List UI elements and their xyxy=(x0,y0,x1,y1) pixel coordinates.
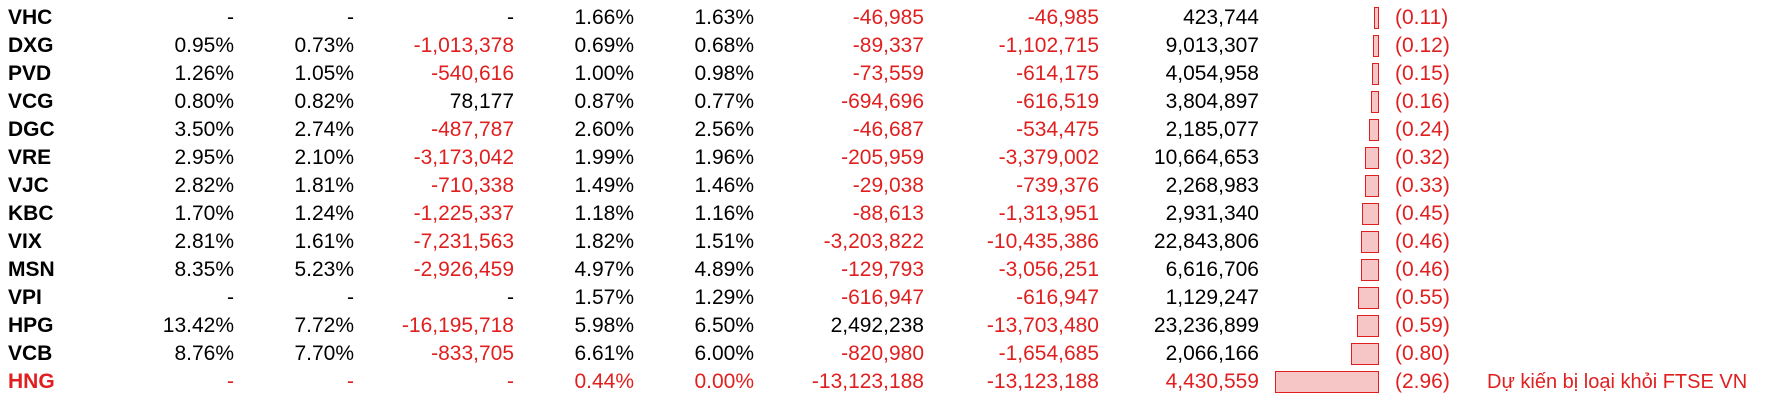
cell-change-shares[interactable]: -3,173,042 xyxy=(413,146,514,169)
cell-change-shares[interactable]: - xyxy=(507,370,514,393)
databar-track xyxy=(1275,33,1379,59)
cell-databar[interactable] xyxy=(1267,368,1387,396)
cell-note[interactable] xyxy=(1479,116,1776,144)
cell-flow-2[interactable]: -614,175 xyxy=(1016,62,1099,85)
cell-weight-old[interactable]: 2.81% xyxy=(174,230,234,253)
cell-pct-a[interactable]: 6.61% xyxy=(574,342,634,365)
cell-change-shares[interactable]: -710,338 xyxy=(431,174,514,197)
cell-pct-b[interactable]: 1.63% xyxy=(694,6,754,29)
cell-flow-2[interactable]: -1,102,715 xyxy=(998,34,1099,57)
cell-ticker[interactable]: DGC xyxy=(8,118,55,141)
cell-delta[interactable]: (0.45) xyxy=(1395,202,1450,225)
cell-note[interactable] xyxy=(1479,144,1776,172)
cell-pct-a[interactable]: 4.97% xyxy=(574,258,634,281)
cell-databar[interactable] xyxy=(1267,228,1387,256)
cell-note[interactable] xyxy=(1479,340,1776,368)
databar-fill xyxy=(1369,119,1379,141)
cell-flow-2[interactable]: -739,376 xyxy=(1016,174,1099,197)
cell-delta[interactable]: (0.59) xyxy=(1395,314,1450,337)
cell-note[interactable] xyxy=(1479,88,1776,116)
data-table xyxy=(0,4,1776,396)
cell-weight-old[interactable]: - xyxy=(227,6,234,29)
cell-databar[interactable] xyxy=(1267,200,1387,228)
cell-delta[interactable]: (0.11) xyxy=(1395,6,1449,29)
databar-track xyxy=(1275,341,1379,367)
cell-pct-b[interactable]: 1.29% xyxy=(694,286,754,309)
cell-pct-b[interactable]: 1.16% xyxy=(694,202,754,225)
cell-pct-b[interactable]: 1.46% xyxy=(694,174,754,197)
cell-weight-old[interactable]: 13.42% xyxy=(162,314,234,337)
cell-flow-2[interactable]: -616,519 xyxy=(1016,90,1099,113)
cell-pct-a[interactable]: 1.57% xyxy=(574,286,634,309)
cell-volume[interactable]: 1,129,247 xyxy=(1165,286,1259,309)
cell-flow-2[interactable]: -3,056,251 xyxy=(998,258,1099,281)
cell-delta[interactable]: (0.55) xyxy=(1395,286,1450,309)
cell-change-shares[interactable]: - xyxy=(507,6,514,29)
cell-weight-new[interactable]: - xyxy=(347,6,354,29)
cell-flow-2[interactable]: -1,313,951 xyxy=(998,202,1099,225)
cell-flow-2[interactable]: -3,379,002 xyxy=(998,146,1099,169)
cell-pct-a[interactable]: 5.98% xyxy=(574,314,634,337)
cell-ticker[interactable]: VJC xyxy=(8,174,49,197)
cell-flow-1[interactable]: -46,985 xyxy=(852,6,924,29)
cell-databar[interactable] xyxy=(1267,32,1387,60)
cell-weight-new[interactable]: 5.23% xyxy=(294,258,354,281)
databar-track xyxy=(1275,61,1379,87)
databar-track xyxy=(1275,173,1379,199)
cell-weight-old[interactable]: 1.70% xyxy=(174,202,234,225)
cell-ticker[interactable]: VHC xyxy=(8,6,53,29)
table-row[interactable] xyxy=(0,312,1776,340)
cell-volume[interactable]: 2,268,983 xyxy=(1165,174,1259,197)
cell-note[interactable] xyxy=(1479,284,1776,312)
cell-databar[interactable] xyxy=(1267,116,1387,144)
cell-flow-1[interactable]: -73,559 xyxy=(852,62,924,85)
cell-flow-2[interactable]: -616,947 xyxy=(1016,286,1099,309)
databar-track xyxy=(1275,145,1379,171)
table-row[interactable] xyxy=(0,340,1776,368)
cell-weight-old[interactable]: 8.76% xyxy=(174,342,234,365)
cell-volume[interactable]: 2,185,077 xyxy=(1165,118,1259,141)
cell-weight-old[interactable]: - xyxy=(227,286,234,309)
table-row[interactable] xyxy=(0,228,1776,256)
cell-delta[interactable]: (0.80) xyxy=(1395,342,1450,365)
databar-fill xyxy=(1358,287,1379,309)
table-row[interactable] xyxy=(0,60,1776,88)
table-row[interactable] xyxy=(0,32,1776,60)
cell-note[interactable] xyxy=(1479,32,1776,60)
cell-volume[interactable]: 2,931,340 xyxy=(1165,202,1259,225)
cell-delta[interactable]: (0.15) xyxy=(1395,62,1450,85)
cell-delta[interactable]: (0.16) xyxy=(1395,90,1450,113)
cell-databar[interactable] xyxy=(1267,312,1387,340)
cell-databar[interactable] xyxy=(1267,4,1387,32)
cell-ticker[interactable]: PVD xyxy=(8,62,52,85)
cell-pct-b[interactable]: 0.77% xyxy=(694,90,754,113)
cell-databar[interactable] xyxy=(1267,88,1387,116)
cell-databar[interactable] xyxy=(1267,144,1387,172)
cell-change-shares[interactable]: -2,926,459 xyxy=(413,258,514,281)
cell-databar[interactable] xyxy=(1267,256,1387,284)
databar-track xyxy=(1275,5,1379,31)
cell-flow-1[interactable]: -88,613 xyxy=(852,202,924,225)
cell-change-shares[interactable]: -16,195,718 xyxy=(401,314,514,337)
cell-note[interactable] xyxy=(1479,228,1776,256)
cell-pct-b[interactable]: 0.00% xyxy=(694,370,754,393)
cell-note[interactable] xyxy=(1479,60,1776,88)
databar-track xyxy=(1275,313,1379,339)
databar-fill xyxy=(1275,371,1379,393)
cell-change-shares[interactable]: -487,787 xyxy=(431,118,514,141)
cell-weight-new[interactable]: 1.24% xyxy=(294,202,354,225)
cell-weight-new[interactable]: 2.10% xyxy=(294,146,354,169)
cell-pct-a[interactable]: 1.66% xyxy=(574,6,634,29)
cell-flow-1[interactable]: -205,959 xyxy=(841,146,924,169)
cell-volume[interactable]: 2,066,166 xyxy=(1165,342,1259,365)
databar-fill xyxy=(1374,7,1379,29)
cell-weight-new[interactable]: - xyxy=(347,286,354,309)
cell-pct-a[interactable]: 0.87% xyxy=(574,90,634,113)
cell-ticker[interactable]: VCG xyxy=(8,90,54,113)
cell-pct-a[interactable]: 1.99% xyxy=(574,146,634,169)
cell-weight-new[interactable]: 0.82% xyxy=(294,90,354,113)
cell-pct-b[interactable]: 6.00% xyxy=(694,342,754,365)
cell-flow-1[interactable]: -13,123,188 xyxy=(811,370,924,393)
cell-volume[interactable]: 22,843,806 xyxy=(1153,230,1259,253)
cell-flow-2[interactable]: -1,654,685 xyxy=(998,342,1099,365)
cell-change-shares[interactable]: 78,177 xyxy=(449,90,514,113)
cell-change-shares[interactable]: - xyxy=(507,286,514,309)
table-row[interactable] xyxy=(0,200,1776,228)
databar-fill xyxy=(1361,259,1379,281)
cell-databar[interactable] xyxy=(1267,340,1387,368)
cell-flow-1[interactable]: -3,203,822 xyxy=(823,230,924,253)
cell-delta[interactable]: (0.12) xyxy=(1395,34,1450,57)
cell-change-shares[interactable]: -540,616 xyxy=(431,62,514,85)
cell-weight-new[interactable]: 1.05% xyxy=(294,62,354,85)
cell-ticker[interactable]: MSN xyxy=(8,258,55,281)
cell-weight-old[interactable]: 2.95% xyxy=(174,146,234,169)
databar-track xyxy=(1275,229,1379,255)
cell-databar[interactable] xyxy=(1267,172,1387,200)
cell-delta[interactable]: (0.24) xyxy=(1395,118,1450,141)
cell-weight-old[interactable]: 1.26% xyxy=(174,62,234,85)
databar-fill xyxy=(1361,231,1379,253)
cell-pct-b[interactable]: 0.98% xyxy=(694,62,754,85)
cell-ticker[interactable]: VCB xyxy=(8,342,53,365)
cell-flow-1[interactable]: -89,337 xyxy=(852,34,924,57)
cell-weight-old[interactable]: 2.82% xyxy=(174,174,234,197)
cell-change-shares[interactable]: -833,705 xyxy=(431,342,514,365)
cell-ticker[interactable]: KBC xyxy=(8,202,54,225)
cell-weight-new[interactable]: - xyxy=(347,370,354,393)
databar-track xyxy=(1275,117,1379,143)
cell-ticker[interactable]: VRE xyxy=(8,146,52,169)
cell-weight-new[interactable]: 0.73% xyxy=(294,34,354,57)
cell-flow-1[interactable]: -694,696 xyxy=(841,90,924,113)
cell-pct-b[interactable]: 1.51% xyxy=(694,230,754,253)
cell-note[interactable] xyxy=(1479,312,1776,340)
cell-databar[interactable] xyxy=(1267,284,1387,312)
cell-delta[interactable]: (0.46) xyxy=(1395,258,1450,281)
cell-delta[interactable]: (2.96) xyxy=(1395,370,1450,393)
table-row[interactable] xyxy=(0,88,1776,116)
cell-flow-2[interactable]: -13,123,188 xyxy=(986,370,1099,393)
cell-weight-new[interactable]: 1.61% xyxy=(294,230,354,253)
cell-weight-new[interactable]: 7.72% xyxy=(294,314,354,337)
cell-flow-2[interactable]: -534,475 xyxy=(1016,118,1099,141)
cell-weight-old[interactable]: 0.95% xyxy=(174,34,234,57)
cell-flow-1[interactable]: 2,492,238 xyxy=(830,314,924,337)
cell-weight-new[interactable]: 2.74% xyxy=(294,118,354,141)
cell-flow-1[interactable]: -616,947 xyxy=(841,286,924,309)
cell-volume[interactable]: 3,804,897 xyxy=(1165,90,1259,113)
cell-pct-a[interactable]: 1.82% xyxy=(574,230,634,253)
cell-pct-a[interactable]: 0.69% xyxy=(574,34,634,57)
cell-weight-old[interactable]: 8.35% xyxy=(174,258,234,281)
cell-note[interactable] xyxy=(1479,4,1776,32)
cell-flow-1[interactable]: -46,687 xyxy=(852,118,924,141)
cell-delta[interactable]: (0.33) xyxy=(1395,174,1450,197)
databar-fill xyxy=(1351,343,1379,365)
cell-weight-new[interactable]: 1.81% xyxy=(294,174,354,197)
table-row[interactable] xyxy=(0,172,1776,200)
cell-pct-b[interactable]: 2.56% xyxy=(694,118,754,141)
cell-note[interactable] xyxy=(1479,172,1776,200)
cell-pct-a[interactable]: 1.18% xyxy=(574,202,634,225)
cell-volume[interactable]: 10,664,653 xyxy=(1153,146,1259,169)
databar-fill xyxy=(1357,315,1379,337)
cell-delta[interactable]: (0.46) xyxy=(1395,230,1450,253)
cell-flow-2[interactable]: -10,435,386 xyxy=(986,230,1099,253)
cell-note[interactable] xyxy=(1479,200,1776,228)
databar-track xyxy=(1275,201,1379,227)
cell-flow-1[interactable]: -29,038 xyxy=(852,174,924,197)
table-row[interactable] xyxy=(0,368,1776,396)
cell-note[interactable]: Dự kiến bị loại khỏi FTSE VN xyxy=(1487,371,1748,393)
cell-note[interactable] xyxy=(1479,256,1776,284)
table-row[interactable] xyxy=(0,256,1776,284)
databar-track xyxy=(1275,89,1379,115)
table-row[interactable] xyxy=(0,116,1776,144)
databar-fill xyxy=(1372,63,1379,85)
databar-fill xyxy=(1371,91,1379,113)
databar-fill xyxy=(1362,203,1379,225)
cell-flow-2[interactable]: -13,703,480 xyxy=(986,314,1099,337)
cell-pct-b[interactable]: 6.50% xyxy=(694,314,754,337)
cell-flow-1[interactable]: -820,980 xyxy=(841,342,924,365)
cell-weight-new[interactable]: 7.70% xyxy=(294,342,354,365)
cell-ticker[interactable]: VIX xyxy=(8,230,42,253)
cell-pct-a[interactable]: 2.60% xyxy=(574,118,634,141)
cell-volume[interactable]: 423,744 xyxy=(1183,6,1259,29)
databar-fill xyxy=(1373,35,1379,57)
cell-volume[interactable]: 4,054,958 xyxy=(1165,62,1259,85)
cell-flow-2[interactable]: -46,985 xyxy=(1027,6,1099,29)
cell-volume[interactable]: 4,430,559 xyxy=(1165,370,1259,393)
cell-ticker[interactable]: HPG xyxy=(8,314,54,337)
databar-fill xyxy=(1365,147,1379,169)
cell-change-shares[interactable]: -7,231,563 xyxy=(413,230,514,253)
cell-volume[interactable]: 9,013,307 xyxy=(1165,34,1259,57)
cell-ticker[interactable]: VPI xyxy=(8,286,42,309)
cell-pct-b[interactable]: 1.96% xyxy=(694,146,754,169)
cell-volume[interactable]: 6,616,706 xyxy=(1165,258,1259,281)
cell-weight-old[interactable]: - xyxy=(227,370,234,393)
cell-flow-1[interactable]: -129,793 xyxy=(841,258,924,281)
cell-ticker[interactable]: HNG xyxy=(8,370,55,393)
cell-pct-a[interactable]: 0.44% xyxy=(574,370,634,393)
table-row[interactable] xyxy=(0,284,1776,312)
cell-weight-old[interactable]: 3.50% xyxy=(174,118,234,141)
cell-pct-b[interactable]: 4.89% xyxy=(694,258,754,281)
cell-ticker[interactable]: DXG xyxy=(8,34,54,57)
databar-track xyxy=(1275,257,1379,283)
cell-databar[interactable] xyxy=(1267,60,1387,88)
databar-track xyxy=(1275,369,1379,395)
databar-fill xyxy=(1365,175,1379,197)
cell-change-shares[interactable]: -1,013,378 xyxy=(413,34,514,57)
cell-change-shares[interactable]: -1,225,337 xyxy=(413,202,514,225)
cell-volume[interactable]: 23,236,899 xyxy=(1153,314,1259,337)
cell-pct-a[interactable]: 1.00% xyxy=(574,62,634,85)
cell-pct-a[interactable]: 1.49% xyxy=(574,174,634,197)
cell-pct-b[interactable]: 0.68% xyxy=(694,34,754,57)
table-row[interactable] xyxy=(0,144,1776,172)
table-row[interactable] xyxy=(0,4,1776,32)
cell-weight-old[interactable]: 0.80% xyxy=(174,90,234,113)
databar-track xyxy=(1275,285,1379,311)
cell-delta[interactable]: (0.32) xyxy=(1395,146,1450,169)
